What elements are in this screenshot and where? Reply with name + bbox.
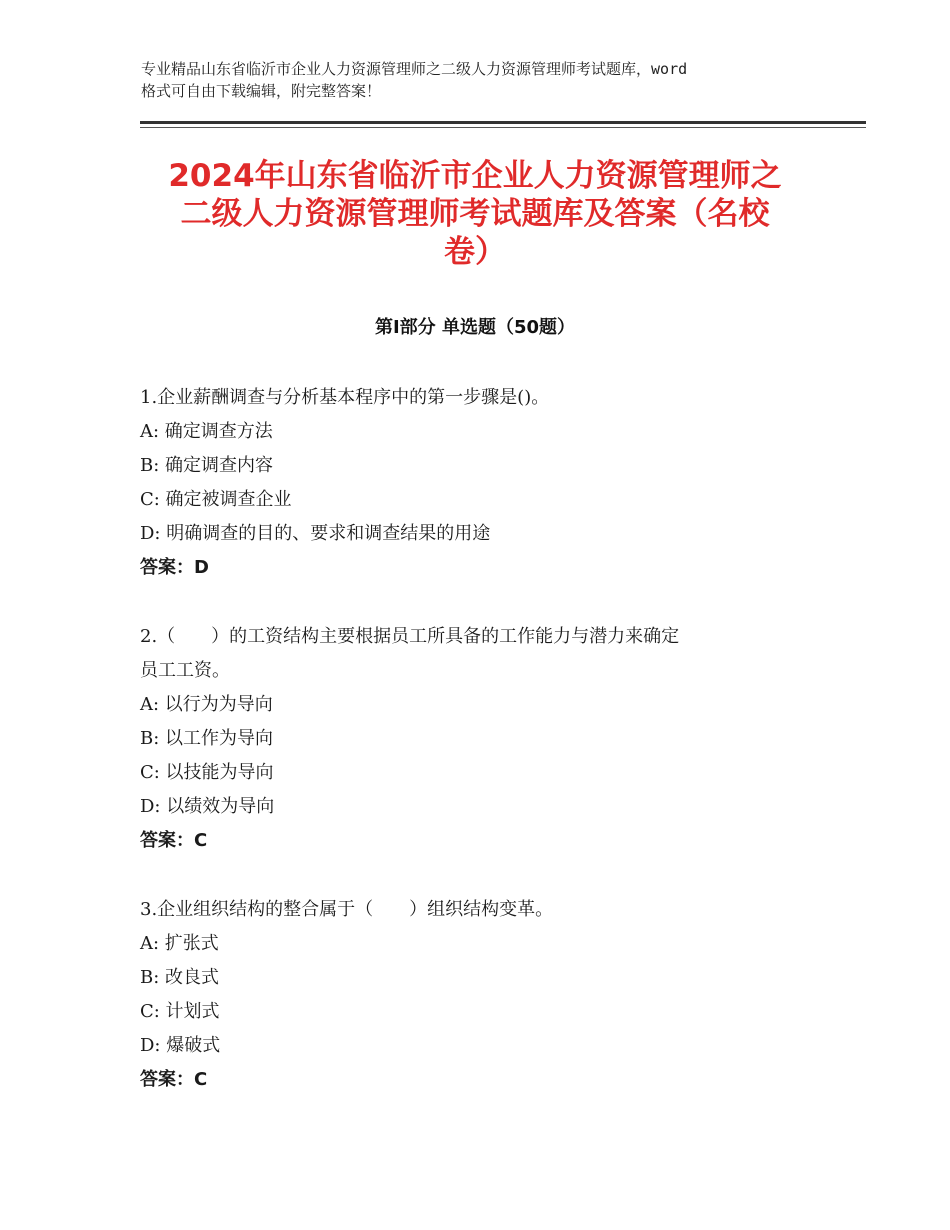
option-c: C: 以技能为导向 (140, 762, 274, 783)
option-d: D: 以绩效为导向 (140, 796, 275, 817)
question-1 (140, 381, 820, 585)
option-c: C: 计划式 (140, 1001, 220, 1022)
option-c: C: 确定被调查企业 (140, 489, 292, 510)
answer-label: 答案：D (140, 557, 209, 578)
question-stem: 3.企业组织结构的整合属于（ ）组织结构变革。 (140, 899, 554, 920)
option-b: B: 确定调查内容 (140, 455, 274, 476)
document-title (130, 157, 820, 271)
question-stem-continued: 员工工资。 (140, 660, 230, 681)
question-stem: 1.企业薪酬调查与分析基本程序中的第一步骤是()。 (140, 387, 550, 408)
header-divider-thin (140, 127, 866, 128)
title-line: 2024年山东省临沂市企业人力资源管理师之 (168, 158, 782, 194)
answer-label: 答案：C (140, 830, 208, 851)
header-note-line: 专业精品山东省临沂市企业人力资源管理师之二级人力资源管理师考试题库，word (141, 60, 688, 78)
answer-label: 答案：C (140, 1069, 208, 1090)
option-b: B: 改良式 (140, 967, 220, 988)
title-line: 二级人力资源管理师考试题库及答案（名校 (180, 196, 770, 232)
option-d: D: 明确调查的目的、要求和调查结果的用途 (140, 523, 491, 544)
header-divider (140, 121, 866, 124)
question-2 (140, 620, 820, 858)
section-heading: 第Ⅰ部分 单选题（50题） (374, 317, 575, 338)
option-b: B: 以工作为导向 (140, 728, 274, 749)
option-d: D: 爆破式 (140, 1035, 221, 1056)
option-a: A: 以行为为导向 (140, 694, 273, 715)
header-note (141, 58, 841, 102)
question-stem: 2.（ ）的工资结构主要根据员工所具备的工作能力与潜力来确定 (140, 626, 680, 647)
title-line: 卷） (444, 234, 506, 270)
header-note-line: 格式可自由下载编辑，附完整答案！ (141, 82, 382, 100)
option-a: A: 确定调查方法 (140, 421, 273, 442)
question-3 (140, 893, 820, 1097)
option-a: A: 扩张式 (140, 933, 219, 954)
